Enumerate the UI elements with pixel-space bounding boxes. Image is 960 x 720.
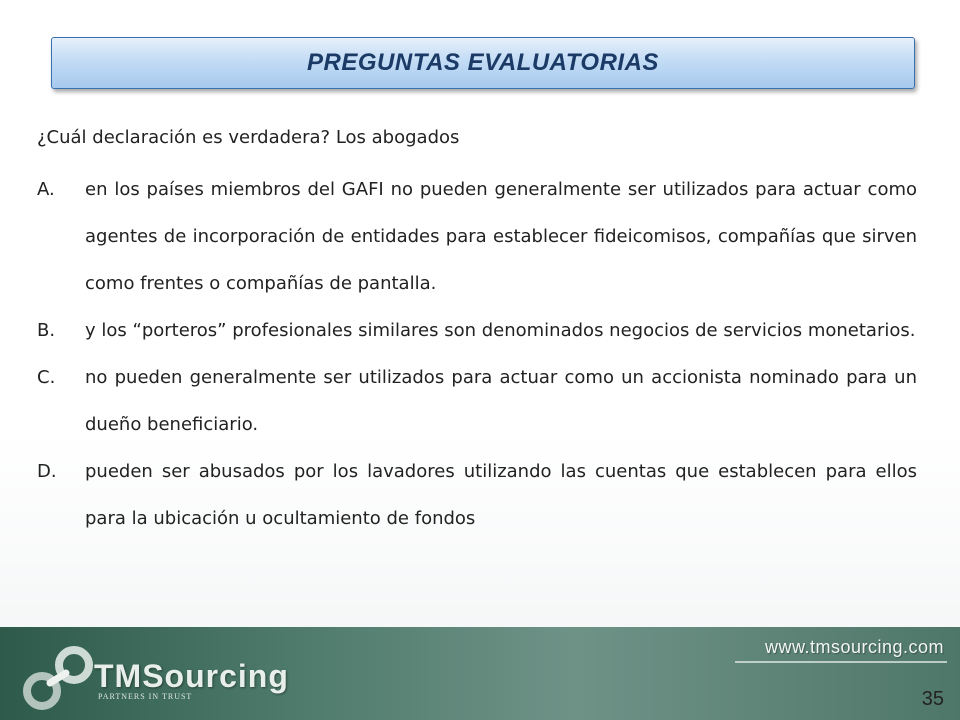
divider <box>735 661 947 663</box>
option-text: no pueden generalmente ser utilizados para actuar como un accionista nominado para un dueño beneficiario. <box>85 367 917 435</box>
brand-logo: TMSourcing <box>94 658 289 694</box>
brand-tagline: PARTNERS IN TRUST <box>98 692 193 701</box>
slide-content <box>37 118 917 542</box>
option-a <box>37 166 917 307</box>
option-letter: D. <box>37 461 57 482</box>
page-number: 35 <box>921 688 944 710</box>
option-letter: A. <box>37 179 55 200</box>
option-text: pueden ser abusados por los lavadores utilizando las cuentas que establecen para ellos para la ubicación u ocultamiento de fondos <box>85 461 917 529</box>
option-d <box>37 448 917 542</box>
option-c <box>37 354 917 448</box>
option-text: y los “porteros” profesionales similares son denominados negocios de servicios monetarios. <box>85 320 916 341</box>
slide-title-bar <box>51 37 915 89</box>
slide-title: PREGUNTAS EVALUATORIAS <box>307 49 659 76</box>
option-letter: B. <box>37 320 56 341</box>
chain-links-icon <box>20 643 98 713</box>
website-url[interactable]: www.tmsourcing.com <box>764 637 944 657</box>
question-text: ¿Cuál declaración es verdadera? Los abogados <box>37 127 460 148</box>
option-text: en los países miembros del GAFI no pueden generalmente ser utilizados para actuar como agentes de incorporación de entidades para establecer fideicomisos, compañías que sirven como frentes o compañías de pantalla. <box>85 179 917 294</box>
option-b <box>37 307 917 354</box>
option-letter: C. <box>37 367 56 388</box>
